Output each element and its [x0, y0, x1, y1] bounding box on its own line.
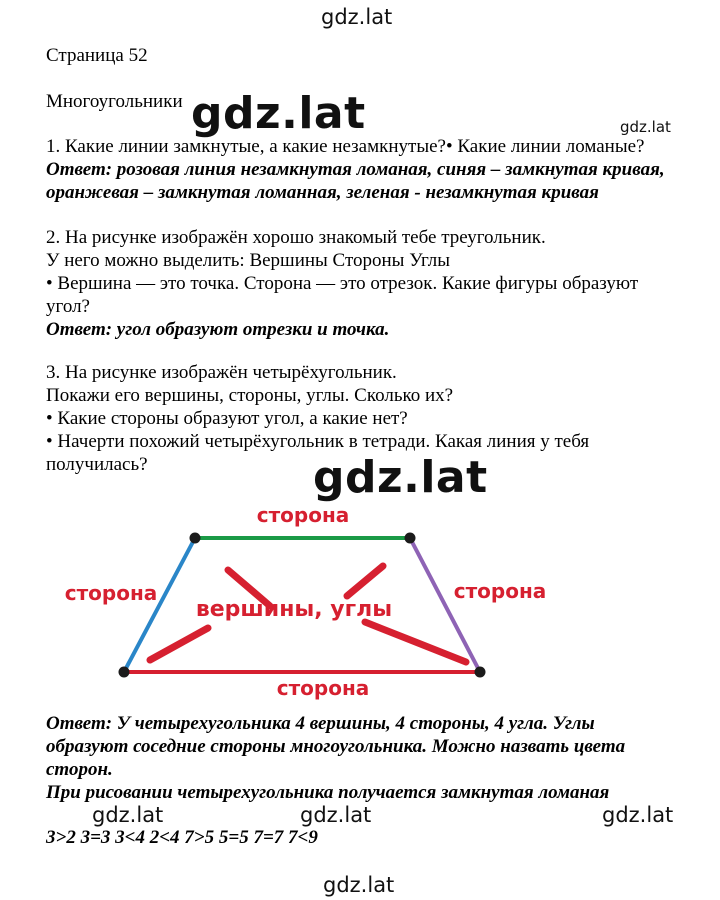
vertex-bottom-right	[475, 667, 486, 678]
final-answer-line-1: Ответ: У четырехугольника 4 вершины, 4 стороны, 4 угла. Углы	[46, 713, 595, 734]
watermark-bottom-right: gdz.lat	[602, 803, 674, 827]
label-side-right: сторона	[453, 579, 547, 603]
quadrilateral-figure	[0, 490, 720, 705]
vertex-top-right	[405, 533, 416, 544]
q3-line-3: • Какие стороны образуют угол, а какие нет?	[46, 408, 408, 429]
watermark-middle-big: gdz.lat	[313, 452, 488, 503]
q3-line-2: Покажи его вершины, стороны, углы. Сколько их?	[46, 385, 454, 406]
final-answer-line-3: сторон.	[46, 759, 113, 780]
q1-question: 1. Какие линии замкнутые, а какие незамкнутые?• Какие линии ломаные?	[46, 136, 645, 157]
q2-line-3: • Вершина — это точка. Сторона — это отрезок. Какие фигуры образуют	[46, 273, 639, 294]
q3-line-1: 3. На рисунке изображён четырёхугольник.	[46, 362, 397, 383]
label-vertices-angles: вершины, углы	[195, 597, 393, 622]
page-label: Страница 52	[46, 45, 148, 66]
watermark-title-big: gdz.lat	[191, 88, 366, 139]
label-side-top: сторона	[256, 503, 350, 527]
label-side-left: сторона	[64, 581, 158, 605]
watermark-footer: gdz.lat	[323, 873, 395, 897]
watermark-bottom-mid: gdz.lat	[300, 803, 372, 827]
vertex-top-left	[190, 533, 201, 544]
pointer-bottom-right	[365, 622, 466, 662]
q2-line-4: угол?	[46, 296, 90, 317]
q2-answer: Ответ: угол образуют отрезки и точка.	[46, 319, 390, 340]
section-title: Многоугольники	[46, 91, 183, 112]
q2-line-2: У него можно выделить: Вершины Стороны Углы	[46, 250, 451, 271]
final-answer-line-2: образуют соседние стороны многоугольника. Можно назвать цвета	[46, 736, 626, 757]
q3-line-5: получилась?	[46, 454, 148, 475]
comparisons-line: 3>2 3=3 3<4 2<4 7>5 5=5 7=7 7<9	[46, 827, 318, 848]
watermark-right-small: gdz.lat	[620, 118, 671, 136]
q1-answer-line-1: Ответ: розовая линия незамкнутая ломаная, синяя – замкнутая кривая,	[46, 159, 665, 180]
watermark-top: gdz.lat	[321, 5, 393, 29]
q2-line-1: 2. На рисунке изображён хорошо знакомый тебе треугольник.	[46, 227, 546, 248]
final-answer-line-4: При рисовании четырехугольника получается замкнутая ломаная	[46, 782, 610, 803]
q3-line-4: • Начерти похожий четырёхугольник в тетради. Какая линия у тебя	[46, 431, 590, 452]
pointer-top-right	[347, 566, 383, 596]
label-side-bottom: сторона	[276, 676, 370, 700]
pointer-bottom-left	[150, 628, 208, 660]
vertex-bottom-left	[119, 667, 130, 678]
q1-answer-line-2: оранжевая – замкнутая ломанная, зеленая - незамкнутая кривая	[46, 182, 599, 203]
watermark-bottom-left: gdz.lat	[92, 803, 164, 827]
